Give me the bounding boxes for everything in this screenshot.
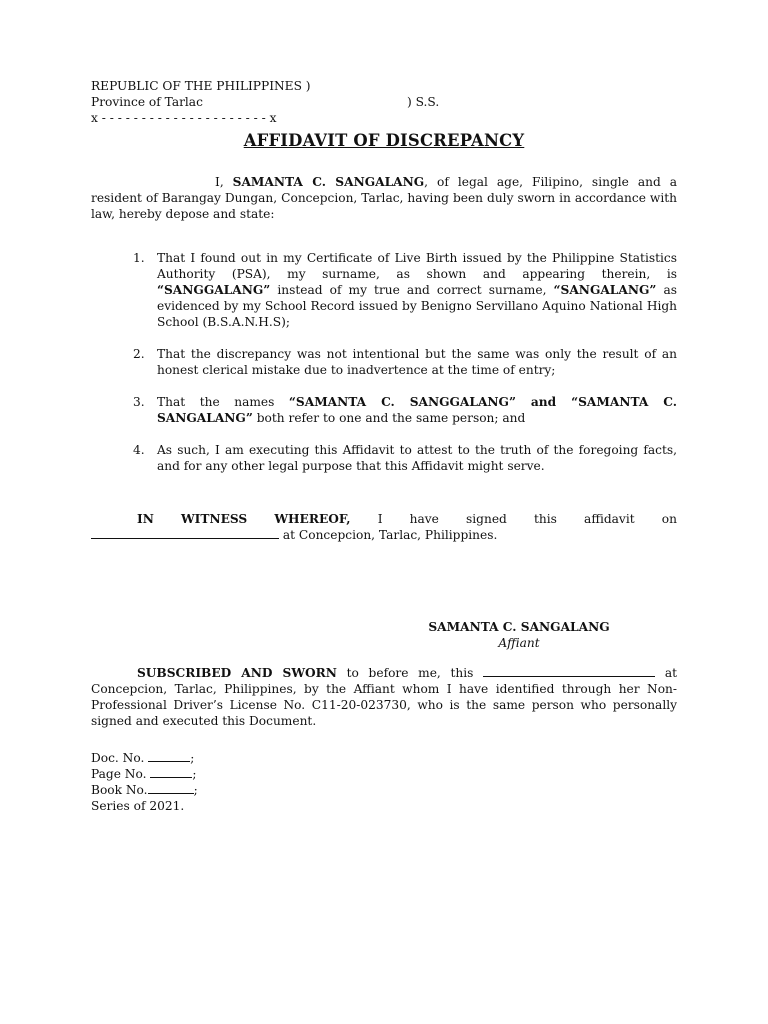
statement-number: 1. xyxy=(133,251,145,265)
page-number-label: Page No. xyxy=(91,767,151,781)
affiant-name: SAMANTA C. SANGALANG xyxy=(232,175,425,189)
statement-text-part: That the discrepancy was not intentional but the same was only the result of an honest clerical mistake due to inadvertence at the time of entry; xyxy=(157,347,677,377)
signatory-name: SAMANTA C. SANGALANG xyxy=(428,620,610,634)
signatory-role: Affiant xyxy=(498,636,540,650)
statement-item-2 xyxy=(133,346,677,378)
statement-list xyxy=(133,250,677,490)
notarial-register-block xyxy=(91,750,198,814)
venue-divider: x - - - - - - - - - - - - - - - - - - - - - x xyxy=(91,111,277,125)
statement-text-part: That I found out in my Certificate of Live Birth issued by the Philippine Statistics Authority (PSA), my surname, as shown and appearing therein, is xyxy=(157,251,677,281)
statement-number: 2. xyxy=(133,347,145,361)
witness-date-blank[interactable] xyxy=(91,527,279,539)
statement-text-bold: “SANGGALANG” xyxy=(157,283,271,297)
venue-line-republic: REPUBLIC OF THE PHILIPPINES ) xyxy=(91,79,311,93)
jurat-lead: SUBSCRIBED AND SWORN xyxy=(137,666,337,680)
jurat-paragraph xyxy=(91,665,677,729)
page-number-blank[interactable] xyxy=(150,766,192,778)
venue-line-province xyxy=(91,94,440,110)
witness-word: signed xyxy=(466,512,507,526)
book-number-line xyxy=(91,782,198,798)
book-number-label: Book No. xyxy=(91,783,148,797)
series-line: Series of 2021. xyxy=(91,799,185,813)
doc-number-blank[interactable] xyxy=(148,750,190,762)
witness-word: on xyxy=(661,512,677,526)
statement-number: 3. xyxy=(133,395,145,409)
statement-text-part: instead of my true and correct surname, xyxy=(270,283,554,297)
statement-text-bold: “SANGALANG” xyxy=(553,283,657,297)
intro-paragraph xyxy=(91,174,677,222)
statement-text-bold: “SAMANTA C. SANGGALANG” and “SAMANTA C. SANGALANG” xyxy=(157,395,677,425)
witness-word: this xyxy=(534,512,557,526)
jurat-date-blank[interactable] xyxy=(483,665,655,677)
semicolon: ; xyxy=(192,767,197,781)
witness-paragraph xyxy=(91,511,677,543)
statement-text xyxy=(157,346,677,378)
statement-text-part: As such, I am executing this Affidavit to attest to the truth of the foregoing facts, and for any other legal purpose that this Affidavit might serve. xyxy=(157,443,677,473)
witness-word: I xyxy=(377,512,383,526)
semicolon: ; xyxy=(193,783,198,797)
witness-word: affidavit xyxy=(584,512,635,526)
page-number-line xyxy=(91,766,198,782)
statement-item-3 xyxy=(133,394,677,426)
witness-word xyxy=(91,511,154,527)
witness-date-line xyxy=(91,527,677,543)
book-number-blank[interactable] xyxy=(148,782,194,794)
semicolon: ; xyxy=(190,751,195,765)
intro-rest: , of legal age, Filipino, single and a resident of Barangay Dungan, Concepcion, Tarlac, having been duly sworn in accordance with law, hereby depose and state: xyxy=(91,175,677,221)
witness-place: at Concepcion, Tarlac, Philippines. xyxy=(279,528,498,542)
venue-block xyxy=(91,78,440,126)
witness-word-whereof: WHEREOF, xyxy=(274,512,351,526)
doc-number-line xyxy=(91,750,198,766)
statement-text xyxy=(157,394,677,426)
venue-province-text: Province of Tarlac xyxy=(91,95,203,109)
statement-number: 4. xyxy=(133,443,145,457)
statement-item-4 xyxy=(133,442,677,474)
doc-number-label: Doc. No. xyxy=(91,751,149,765)
statement-item-1 xyxy=(133,250,677,330)
signature-block xyxy=(395,619,643,651)
statement-text-part: both refer to one and the same person; and xyxy=(252,411,526,425)
venue-ss: ) S.S. xyxy=(407,95,440,109)
statement-text xyxy=(157,442,677,474)
intro-prefix: I, xyxy=(215,175,233,189)
document-title: AFFIDAVIT OF DISCREPANCY xyxy=(243,131,525,150)
witness-word-witness: WITNESS xyxy=(180,512,248,526)
statement-text xyxy=(157,250,677,330)
jurat-rest: at Concepcion, Tarlac, Philippines, by the Affiant whom I have identified through her Non-Professional Driver’s License No. C11-20-023730, who is the same person who personally signed and executed this Document. xyxy=(91,666,677,728)
jurat-mid: to before me, this xyxy=(336,666,484,680)
witness-word-in: IN xyxy=(137,512,154,526)
witness-line xyxy=(91,511,677,527)
witness-word: have xyxy=(409,512,439,526)
statement-text-part: as evidenced by my School Record issued by Benigno Servillano Aquino National High School (B.S.A.N.H.S); xyxy=(157,283,677,329)
statement-text-part: That the names xyxy=(157,395,289,409)
